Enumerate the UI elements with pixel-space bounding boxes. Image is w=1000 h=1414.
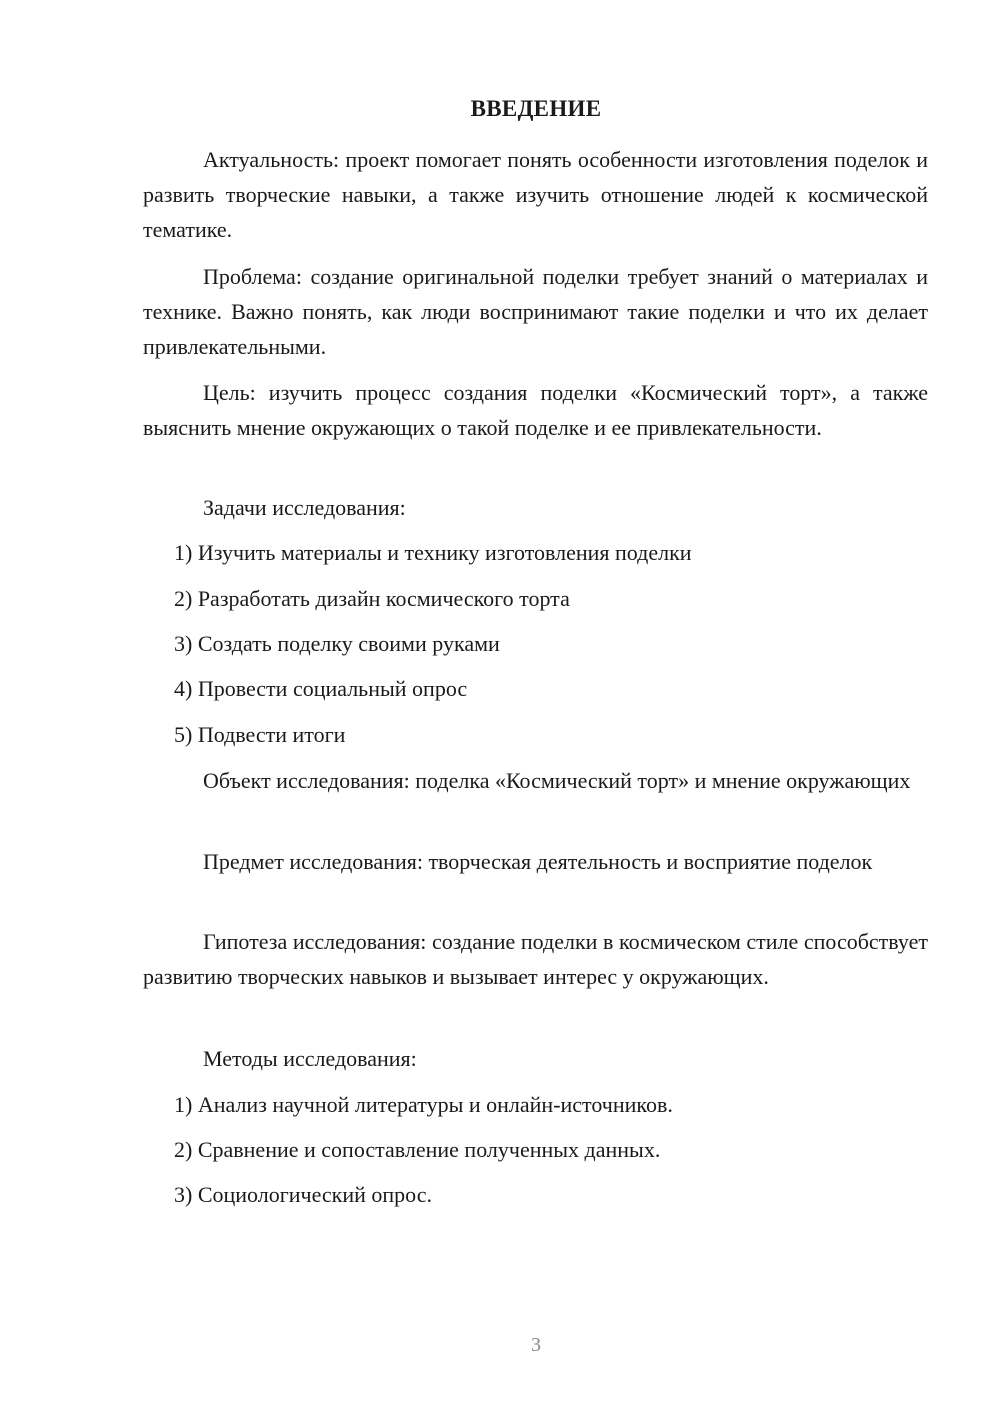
- method-item: 2) Сравнение и сопоставление полученных данных.: [174, 1137, 661, 1162]
- methods-title: Методы исследования:: [203, 1046, 417, 1071]
- hypothesis-paragraph: Гипотеза исследования: создание поделки в космическом стиле способствует развитию творческих навыков и вызывает интерес у окружающих.: [143, 929, 928, 989]
- task-item: 1) Изучить материалы и технику изготовления поделки: [174, 540, 692, 565]
- task-item: 3) Создать поделку своими руками: [174, 631, 500, 656]
- object-paragraph: Объект исследования: поделка «Космический торт» и мнение окружающих: [203, 768, 911, 793]
- tasks-title: Задачи исследования:: [203, 495, 406, 520]
- task-item: 4) Провести социальный опрос: [174, 676, 468, 701]
- subject-paragraph: Предмет исследования: творческая деятельность и восприятие поделок: [203, 849, 873, 874]
- method-item: 1) Анализ научной литературы и онлайн-источников.: [174, 1092, 673, 1117]
- section-heading: ВВЕДЕНИЕ: [470, 96, 602, 121]
- problem-paragraph: Проблема: создание оригинальной поделки требует знаний о материалах и технике. Важно понять, как люди воспринимают такие поделки и что их делает привлекательными.: [143, 264, 928, 359]
- method-item: 3) Социологический опрос.: [174, 1182, 432, 1207]
- goal-paragraph: Цель: изучить процесс создания поделки «Космический торт», а также выяснить мнение окружающих о такой поделке и ее привлекательности.: [143, 380, 928, 440]
- task-item: 2) Разработать дизайн космического торта: [174, 586, 570, 611]
- page-number: 3: [531, 1334, 541, 1356]
- task-item: 5) Подвести итоги: [174, 722, 346, 747]
- relevance-paragraph: Актуальность: проект помогает понять особенности изготовления поделок и развить творческие навыки, а также изучить отношение людей к космической тематике.: [143, 147, 928, 242]
